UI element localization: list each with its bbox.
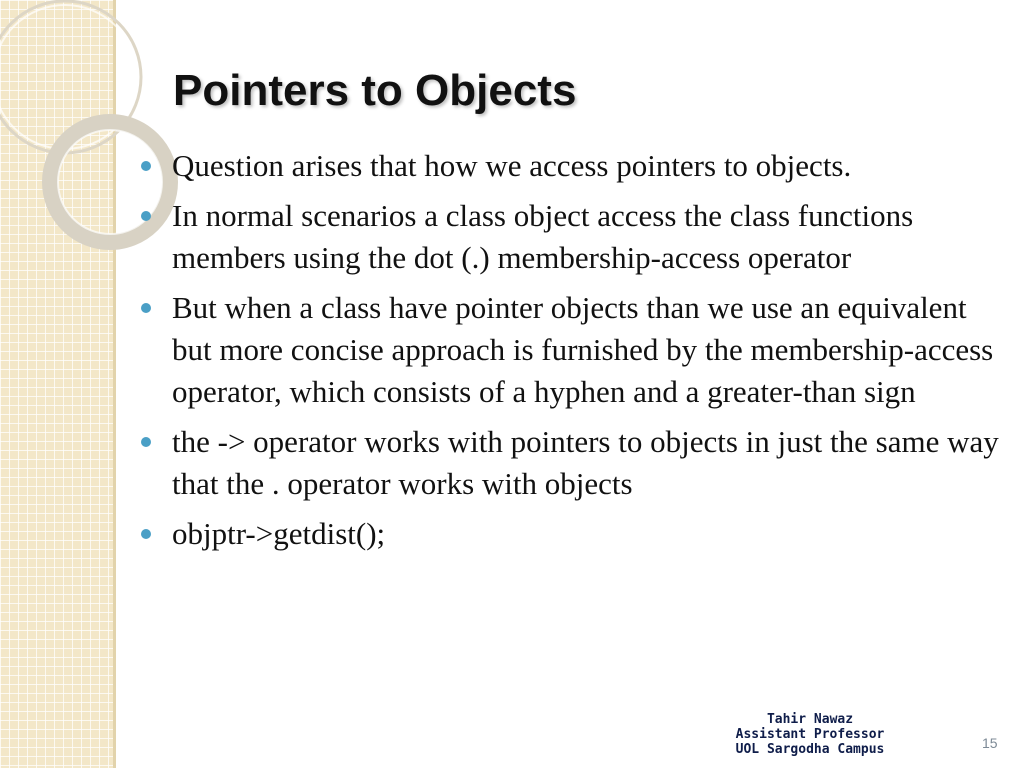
bullet-dot-icon — [141, 161, 151, 171]
bullet-item-2 — [140, 195, 1005, 279]
author-signature — [700, 712, 920, 757]
bullet-dot-icon — [141, 437, 151, 447]
bullet-text-3: But when a class have pointer objects than we use an equivalent but more concise approach is furnished by the membership-access operator, which consists of a hyphen and a greater-than sign — [172, 290, 994, 409]
slide-title: Pointers to Objects — [173, 66, 577, 115]
bullet-text-4: the -> operator works with pointers to objects in just the same way that the . operator works with objects — [172, 424, 999, 501]
bullet-item-1 — [140, 145, 1005, 187]
bullet-item-3 — [140, 287, 1005, 413]
bullet-item-5 — [140, 513, 1005, 555]
bullet-item-4 — [140, 421, 1005, 505]
bullet-text-5: objptr->getdist(); — [172, 516, 386, 551]
slide-number: 15 — [982, 735, 998, 751]
author-name: Tahir Nawaz — [766, 712, 854, 727]
author-campus: UOL Sargodha Campus — [735, 742, 885, 757]
bullet-list — [140, 145, 1005, 563]
author-title: Assistant Professor — [735, 727, 885, 742]
bullet-dot-icon — [141, 303, 151, 313]
bullet-text-2: In normal scenarios a class object access the class functions members using the dot (.) membership-access operator — [172, 198, 914, 275]
bullet-dot-icon — [141, 529, 151, 539]
bullet-dot-icon — [141, 211, 151, 221]
bullet-text-1: Question arises that how we access pointers to objects. — [172, 148, 852, 183]
